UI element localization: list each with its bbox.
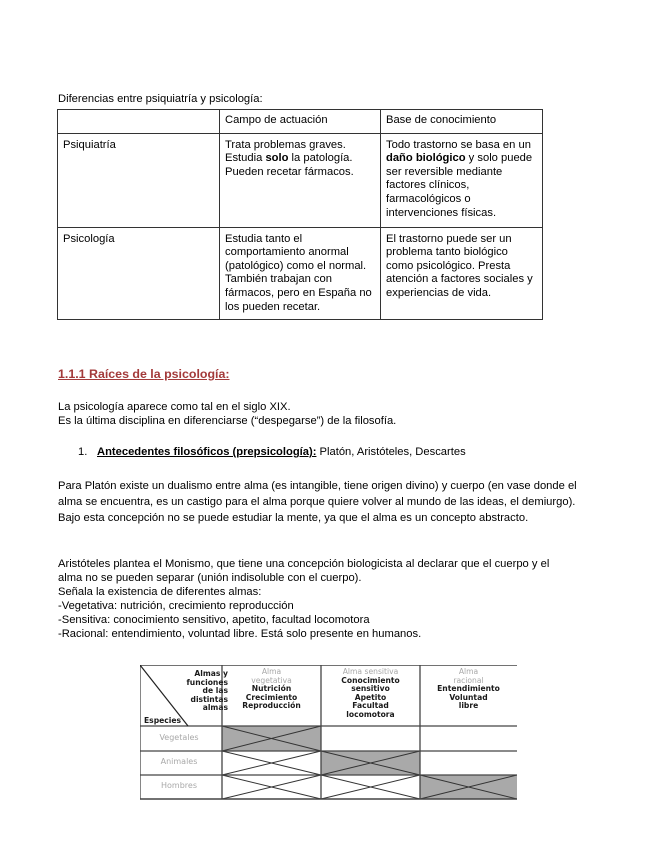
intro-paragraph xyxy=(58,400,598,428)
soul-column-header xyxy=(222,668,321,711)
table-row xyxy=(58,227,543,320)
bold-dano-biologico: daño biológico xyxy=(386,152,466,165)
soul-column-header xyxy=(420,668,517,711)
list-item-title: Antecedentes filosóficos (prepsicología): xyxy=(97,446,317,458)
row-label-psicologia: Psicología xyxy=(58,227,220,320)
list-item-text: Platón, Aristóteles, Descartes xyxy=(316,446,466,458)
soul-function: sensitivo xyxy=(351,684,390,694)
corner-label-species: Especies xyxy=(144,716,182,725)
table-header-row xyxy=(58,110,543,134)
list-number: 1. xyxy=(78,446,88,458)
souls-figure xyxy=(140,665,517,802)
list-item xyxy=(78,445,466,459)
section-heading: 1.1.1 Raíces de la psicología: xyxy=(58,367,230,381)
row-label-psiquiatria: Psiquiatría xyxy=(58,133,220,227)
aristoteles-line: -Sensitiva: conocimiento sensitivo, apetito, facultad locomotora xyxy=(58,614,370,626)
soul-function: Facultad xyxy=(352,701,389,711)
corner-line: almas xyxy=(202,703,228,713)
bold-solo: solo xyxy=(265,152,289,165)
aristoteles-line: Señala la existencia de diferentes almas: xyxy=(58,586,262,598)
soul-function: libre xyxy=(458,701,479,711)
table-row xyxy=(58,133,543,227)
corner-line: funciones xyxy=(186,677,228,687)
corner-label-souls xyxy=(174,670,228,713)
header-cell-empty xyxy=(58,110,220,134)
header-cell-base: Base de conocimiento xyxy=(381,110,543,134)
table-caption: Diferencias entre psiquiatría y psicología: xyxy=(58,93,263,105)
campo-line: Estudia solo la patología. xyxy=(225,152,353,165)
psiquiatria-campo xyxy=(220,133,381,227)
corner-line: de las xyxy=(202,686,228,696)
soul-function: Nutrición xyxy=(251,684,292,694)
soul-function: locomotora xyxy=(346,709,395,719)
soul-column-header xyxy=(321,668,420,720)
psiquiatria-base: Todo trastorno se basa en un daño biológico y solo puede ser reversible mediante factores clínicos, farmacológicos o intervenciones físicas. xyxy=(381,133,543,227)
corner-line: Almas y xyxy=(194,669,228,678)
soul-title: Alma sensitiva xyxy=(342,667,399,676)
species-row-label: Animales xyxy=(160,757,198,766)
soul-title: vegetativa xyxy=(251,675,292,685)
aristoteles-line: -Racional: entendimiento, voluntad libre. Está solo presente en humanos. xyxy=(58,628,422,640)
psicologia-campo: Estudia tanto el comportamiento anormal (patológico) como el normal. También trabajan con fármacos, pero en España no los pueden recetar. xyxy=(220,227,381,320)
soul-title: racional xyxy=(453,675,484,685)
header-cell-campo: Campo de actuación xyxy=(220,110,381,134)
soul-title: Alma xyxy=(458,667,479,676)
aristoteles-line: -Vegetativa: nutrición, crecimiento reproducción xyxy=(58,600,294,612)
soul-function: Reproducción xyxy=(242,701,301,711)
aristoteles-line: alma no se pueden separar (unión indisoluble con el cuerpo). xyxy=(58,572,362,584)
aristoteles-paragraph xyxy=(58,557,598,641)
comparison-table xyxy=(57,109,543,320)
psicologia-base: El trastorno puede ser un problema tanto biológico como psicológico. Presta atención a factores sociales y experiencias de vida. xyxy=(381,227,543,320)
platon-paragraph: Para Platón existe un dualismo entre alma (es intangible, tiene origen divino) y cuerpo (en vase donde el alma se encuentra, es un castigo para el alma porque quiere volver al mundo de las ideas, el demiurgo). Bajo esta concepción no se puede estudiar la mente, ya que el alma es un concepto abstracto. xyxy=(58,480,577,525)
corner-line: distintas xyxy=(190,694,228,704)
soul-function: Entendimiento xyxy=(437,684,500,694)
soul-function: Crecimiento xyxy=(245,692,298,702)
soul-title: Alma xyxy=(261,667,282,676)
intro-line: Es la última disciplina en diferenciarse (“despegarse”) de la filosofía. xyxy=(58,415,397,427)
soul-function: Apetito xyxy=(354,692,387,702)
species-row-label: Hombres xyxy=(161,781,197,790)
aristoteles-line: Aristóteles plantea el Monismo, que tiene una concepción biologicista al declarar que el cuerpo y el xyxy=(58,558,550,570)
soul-function: Voluntad xyxy=(449,692,488,702)
campo-line: Pueden recetar fármacos. xyxy=(225,165,354,178)
campo-line: Trata problemas graves. xyxy=(225,138,346,151)
intro-line: La psicología aparece como tal en el siglo XIX. xyxy=(58,401,291,413)
soul-function: Conocimiento xyxy=(341,675,400,685)
species-row-label: Vegetales xyxy=(159,732,199,742)
